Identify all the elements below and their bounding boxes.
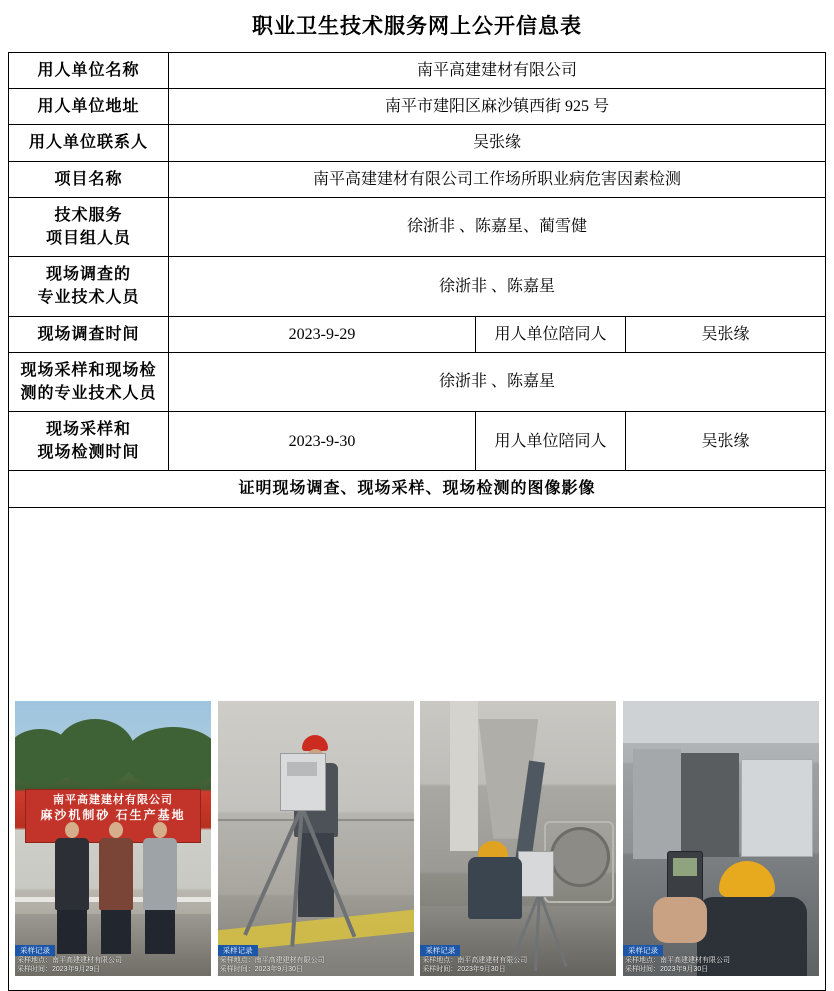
yellow-helmet-shape (719, 861, 775, 897)
table-row (9, 471, 826, 507)
dark-opening-shape (681, 753, 739, 857)
person-body (468, 857, 522, 919)
team-members-label-line1: 技术服务 (54, 206, 123, 224)
photo-caption-tag: 采样记录 (623, 945, 663, 956)
table-row (9, 161, 826, 197)
tree-shape (55, 719, 135, 785)
sampling-time-label-line2: 现场检测时间 (37, 444, 140, 462)
person-head (153, 822, 167, 838)
photo-section-title: 证明现场调查、现场采样、现场检测的图像影像 (9, 471, 826, 507)
photo-caption-line1: 采样地点：南平高建建材有限公司 (219, 957, 325, 965)
survey-staff-label-line1: 现场调查的 (45, 266, 131, 284)
public-information-table (8, 52, 826, 991)
photo-caption-line2: 采样时间：2023年9月30日 (219, 965, 303, 973)
ceiling-slab-shape (623, 701, 819, 743)
yellow-helmet-shape (478, 841, 508, 859)
photo-caption (623, 945, 819, 976)
person-body (99, 838, 133, 910)
tripod-shape (242, 807, 362, 949)
survey-staff-value: 徐浙非 、陈嘉星 (169, 257, 826, 316)
table-row (9, 316, 826, 352)
table-row (9, 507, 826, 990)
person-figure (99, 822, 133, 954)
person-body (143, 838, 177, 910)
sampling-time-label-line1: 现场采样和 (45, 421, 131, 439)
factory-sign-line1: 南平高建建材有限公司 (53, 793, 173, 806)
photo-caption-tag: 采样记录 (218, 945, 258, 956)
employer-contact-value: 吴张缘 (169, 125, 826, 161)
employer-contact-label: 用人单位联系人 (9, 125, 169, 161)
team-members-value: 徐浙非 、陈嘉星、蔺雪健 (169, 197, 826, 256)
employer-name-value: 南平高建建材有限公司 (169, 53, 826, 89)
person-head (65, 822, 79, 838)
column-shape (450, 701, 478, 851)
photo-caption (15, 945, 211, 976)
sampling-time-label (9, 412, 169, 471)
table-row (9, 197, 826, 256)
photo-caption-line2: 采样时间：2023年9月29日 (17, 965, 101, 973)
employer-address-label: 用人单位地址 (9, 89, 169, 125)
survey-time-value: 2023-9-29 (169, 316, 476, 352)
photo-sampler-on-tripod (218, 701, 414, 976)
photo-caption-line1: 采样地点：南平高建建材有限公司 (17, 957, 122, 965)
sampling-accompany-label: 用人单位陪同人 (475, 412, 625, 471)
team-members-label (9, 197, 169, 256)
table-row (9, 53, 826, 89)
person-figure (143, 822, 177, 954)
sampling-staff-label-line2: 测的专业技术人员 (20, 384, 157, 402)
photo-caption-line1: 采样地点：南平高建建材有限公司 (422, 957, 528, 965)
team-members-label-line2: 项目组人员 (45, 229, 131, 247)
sampling-staff-value: 徐浙非 、陈嘉星 (169, 352, 826, 411)
employer-address-value: 南平市建阳区麻沙镇西街 925 号 (169, 89, 826, 125)
survey-time-label: 现场调查时间 (9, 316, 169, 352)
photo-caption (218, 945, 414, 976)
survey-staff-label-line2: 专业技术人员 (37, 289, 140, 307)
sampling-device-shape (518, 851, 554, 897)
page-title: 职业卫生技术服务网上公开信息表 (252, 15, 582, 38)
sampling-staff-label-line1: 现场采样和现场检 (20, 361, 157, 379)
photo-caption-line1: 采样地点：南平高建建材有限公司 (624, 957, 730, 965)
table-row (9, 352, 826, 411)
tree-shape (125, 727, 211, 787)
sampling-staff-label (9, 352, 169, 411)
sampling-accompany-value: 吴张缘 (625, 412, 825, 471)
table-row (9, 125, 826, 161)
table-row (9, 257, 826, 316)
person-body (55, 838, 89, 910)
sampling-time-value: 2023-9-30 (169, 412, 476, 471)
employer-name-label: 用人单位名称 (9, 53, 169, 89)
survey-accompany-value: 吴张缘 (625, 316, 825, 352)
fan-drum-shape (550, 827, 610, 887)
table-row (9, 89, 826, 125)
photo-worker-by-equipment (420, 701, 616, 976)
project-name-value: 南平高建建材有限公司工作场所职业病危害因素检测 (169, 161, 826, 197)
survey-accompany-label: 用人单位陪同人 (475, 316, 625, 352)
photo-handheld-meter (623, 701, 819, 976)
person-head (109, 822, 123, 838)
photo-strip (13, 514, 821, 984)
machinery-shape (633, 749, 681, 859)
photo-group-at-factory-sign (15, 701, 211, 976)
table-row (9, 412, 826, 471)
survey-staff-label (9, 257, 169, 316)
machinery-shape (741, 759, 813, 857)
photo-caption-tag: 采样记录 (15, 945, 55, 956)
photo-caption-line2: 采样时间：2023年9月30日 (624, 965, 709, 973)
photo-caption-line2: 采样时间：2023年9月30日 (422, 965, 506, 973)
photo-evidence-cell (9, 507, 826, 990)
hand-shape (653, 897, 707, 943)
photo-caption-tag: 采样记录 (420, 945, 460, 956)
factory-sign-line2: 麻沙机制砂 石生产基地 (40, 807, 186, 822)
project-name-label: 项目名称 (9, 161, 169, 197)
sampling-device-shape (280, 753, 326, 811)
photo-caption (420, 945, 616, 976)
person-figure (55, 822, 89, 954)
